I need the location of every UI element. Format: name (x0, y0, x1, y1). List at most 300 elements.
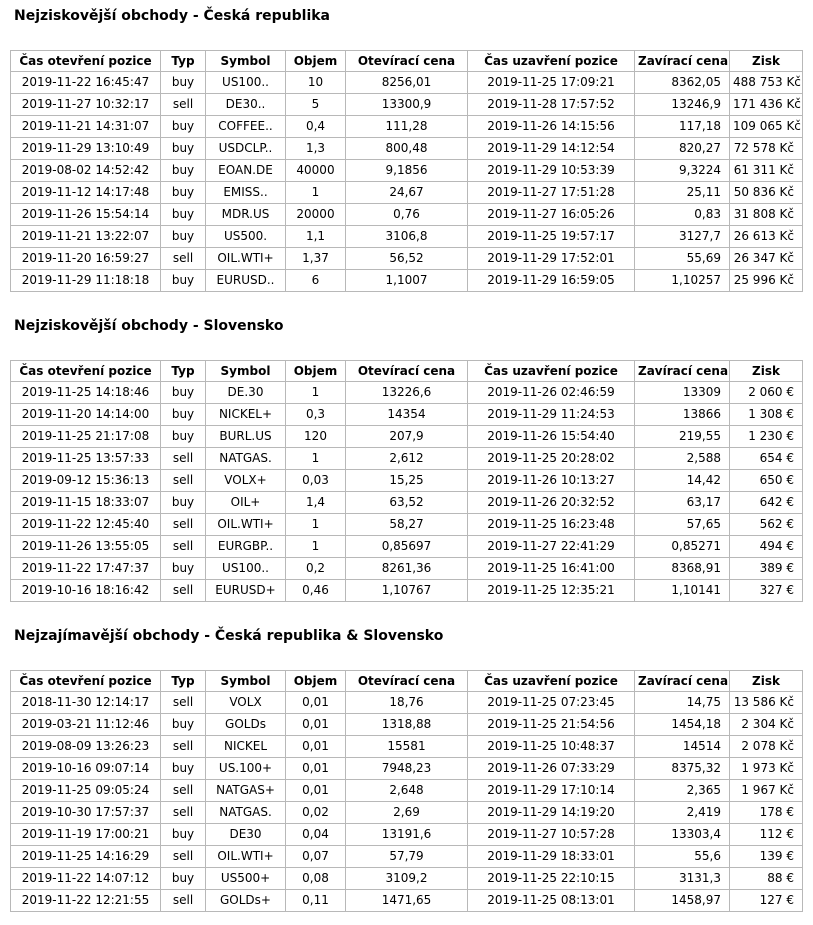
cell-symbol: NICKEL (206, 736, 286, 758)
cell-open-price: 8261,36 (346, 558, 468, 580)
cell-close-price: 13246,9 (635, 94, 730, 116)
cell-close-price: 2,588 (635, 448, 730, 470)
cell-volume: 6 (286, 270, 346, 292)
cell-close-price: 1454,18 (635, 714, 730, 736)
column-header-volume: Objem (286, 671, 346, 692)
table-header-row (11, 671, 803, 692)
column-header-close-price: Zavírací cena (635, 361, 730, 382)
cell-open-price: 2,612 (346, 448, 468, 470)
cell-open-time: 2019-08-09 13:26:23 (11, 736, 161, 758)
cell-close-time: 2019-11-29 14:12:54 (468, 138, 635, 160)
cell-close-time: 2019-11-25 12:35:21 (468, 580, 635, 602)
column-header-symbol: Symbol (206, 51, 286, 72)
cell-profit: 389 € (730, 558, 803, 580)
cell-symbol: DE30.. (206, 94, 286, 116)
cell-close-time: 2019-11-26 02:46:59 (468, 382, 635, 404)
cell-close-price: 57,65 (635, 514, 730, 536)
cell-symbol: EURUSD+ (206, 580, 286, 602)
column-header-open-time: Čas otevření pozice (11, 361, 161, 382)
column-header-open-price: Otevírací cena (346, 671, 468, 692)
cell-profit: 25 996 Kč (730, 270, 803, 292)
cell-open-time: 2019-11-19 17:00:21 (11, 824, 161, 846)
cell-profit: 2 060 € (730, 382, 803, 404)
table-row (11, 72, 803, 94)
cell-type: sell (161, 802, 206, 824)
table-row (11, 846, 803, 868)
table-row (11, 558, 803, 580)
cell-symbol: US100.. (206, 72, 286, 94)
cell-close-time: 2019-11-25 08:13:01 (468, 890, 635, 912)
cell-close-price: 3127,7 (635, 226, 730, 248)
cell-close-time: 2019-11-26 20:32:52 (468, 492, 635, 514)
cell-close-time: 2019-11-25 07:23:45 (468, 692, 635, 714)
cell-profit: 26 347 Kč (730, 248, 803, 270)
cell-close-price: 0,83 (635, 204, 730, 226)
cell-open-time: 2018-11-30 12:14:17 (11, 692, 161, 714)
cell-volume: 5 (286, 94, 346, 116)
table-row (11, 382, 803, 404)
cell-open-price: 15581 (346, 736, 468, 758)
cell-profit: 50 836 Kč (730, 182, 803, 204)
cell-open-time: 2019-03-21 11:12:46 (11, 714, 161, 736)
cell-close-time: 2019-11-29 14:19:20 (468, 802, 635, 824)
cell-type: buy (161, 226, 206, 248)
cell-volume: 1 (286, 448, 346, 470)
column-header-profit: Zisk (730, 51, 803, 72)
cell-open-time: 2019-11-22 17:47:37 (11, 558, 161, 580)
cell-symbol: NATGAS+ (206, 780, 286, 802)
cell-close-price: 2,365 (635, 780, 730, 802)
cell-profit: 26 613 Kč (730, 226, 803, 248)
cell-symbol: OIL+ (206, 492, 286, 514)
cell-symbol: US500+ (206, 868, 286, 890)
cell-profit: 61 311 Kč (730, 160, 803, 182)
table-row (11, 736, 803, 758)
column-header-symbol: Symbol (206, 361, 286, 382)
cell-open-price: 9,1856 (346, 160, 468, 182)
cell-open-price: 14354 (346, 404, 468, 426)
cell-profit: 1 973 Kč (730, 758, 803, 780)
cell-open-price: 13226,6 (346, 382, 468, 404)
cell-type: sell (161, 692, 206, 714)
cell-volume: 0,01 (286, 714, 346, 736)
cell-close-price: 14,75 (635, 692, 730, 714)
cell-open-price: 57,79 (346, 846, 468, 868)
cell-symbol: OIL.WTI+ (206, 248, 286, 270)
column-header-volume: Objem (286, 361, 346, 382)
cell-profit: 654 € (730, 448, 803, 470)
cell-close-price: 2,419 (635, 802, 730, 824)
cell-profit: 2 078 Kč (730, 736, 803, 758)
table-row (11, 160, 803, 182)
cell-close-price: 8375,32 (635, 758, 730, 780)
cell-profit: 562 € (730, 514, 803, 536)
cell-open-price: 111,28 (346, 116, 468, 138)
cell-volume: 1,37 (286, 248, 346, 270)
cell-symbol: EOAN.DE (206, 160, 286, 182)
cell-open-price: 24,67 (346, 182, 468, 204)
cell-close-time: 2019-11-25 19:57:17 (468, 226, 635, 248)
cell-symbol: EMISS.. (206, 182, 286, 204)
table-row (11, 138, 803, 160)
cell-volume: 0,03 (286, 470, 346, 492)
table-row (11, 270, 803, 292)
cell-symbol: US100.. (206, 558, 286, 580)
cell-close-time: 2019-11-26 10:13:27 (468, 470, 635, 492)
cell-open-time: 2019-11-21 13:22:07 (11, 226, 161, 248)
cell-open-time: 2019-11-25 14:16:29 (11, 846, 161, 868)
section-title-sk: Nejziskovější obchody - Slovensko (14, 318, 284, 334)
cell-profit: 650 € (730, 470, 803, 492)
cell-profit: 31 808 Kč (730, 204, 803, 226)
cell-type: sell (161, 514, 206, 536)
cell-symbol: BURL.US (206, 426, 286, 448)
column-header-close-time: Čas uzavření pozice (468, 671, 635, 692)
cell-type: buy (161, 138, 206, 160)
cell-close-time: 2019-11-29 10:53:39 (468, 160, 635, 182)
section-title-cz: Nejziskovější obchody - Česká republika (14, 8, 330, 24)
table-row (11, 204, 803, 226)
cell-open-time: 2019-11-29 13:10:49 (11, 138, 161, 160)
cell-volume: 0,02 (286, 802, 346, 824)
cell-open-time: 2019-11-15 18:33:07 (11, 492, 161, 514)
cell-close-price: 219,55 (635, 426, 730, 448)
column-header-type: Typ (161, 361, 206, 382)
cell-type: buy (161, 714, 206, 736)
cell-type: buy (161, 492, 206, 514)
cell-open-time: 2019-11-25 09:05:24 (11, 780, 161, 802)
table-row (11, 692, 803, 714)
cell-close-price: 55,6 (635, 846, 730, 868)
cell-volume: 0,01 (286, 758, 346, 780)
cell-profit: 494 € (730, 536, 803, 558)
cell-open-time: 2019-11-21 14:31:07 (11, 116, 161, 138)
cell-type: buy (161, 868, 206, 890)
cell-open-time: 2019-11-26 15:54:14 (11, 204, 161, 226)
cell-profit: 642 € (730, 492, 803, 514)
table-row (11, 448, 803, 470)
cell-profit: 1 967 Kč (730, 780, 803, 802)
cell-symbol: VOLX+ (206, 470, 286, 492)
cell-type: buy (161, 116, 206, 138)
cell-open-time: 2019-11-22 12:45:40 (11, 514, 161, 536)
cell-type: buy (161, 558, 206, 580)
cell-open-price: 800,48 (346, 138, 468, 160)
table-row (11, 580, 803, 602)
cell-close-price: 63,17 (635, 492, 730, 514)
cell-close-time: 2019-11-25 22:10:15 (468, 868, 635, 890)
cell-symbol: EURUSD.. (206, 270, 286, 292)
cell-close-time: 2019-11-29 17:10:14 (468, 780, 635, 802)
cell-type: sell (161, 890, 206, 912)
table-row (11, 758, 803, 780)
cell-profit: 127 € (730, 890, 803, 912)
cell-open-time: 2019-09-12 15:36:13 (11, 470, 161, 492)
cell-close-time: 2019-11-27 17:51:28 (468, 182, 635, 204)
cell-profit: 327 € (730, 580, 803, 602)
cell-open-price: 1318,88 (346, 714, 468, 736)
cell-volume: 0,01 (286, 736, 346, 758)
cell-open-price: 207,9 (346, 426, 468, 448)
cell-type: buy (161, 160, 206, 182)
column-header-profit: Zisk (730, 361, 803, 382)
cell-open-price: 63,52 (346, 492, 468, 514)
cell-open-time: 2019-11-20 14:14:00 (11, 404, 161, 426)
cell-close-price: 25,11 (635, 182, 730, 204)
cell-open-time: 2019-08-02 14:52:42 (11, 160, 161, 182)
cell-close-price: 55,69 (635, 248, 730, 270)
cell-profit: 488 753 Kč (730, 72, 803, 94)
cell-type: sell (161, 846, 206, 868)
cell-type: sell (161, 736, 206, 758)
column-header-symbol: Symbol (206, 671, 286, 692)
column-header-open-price: Otevírací cena (346, 361, 468, 382)
cell-symbol: NATGAS. (206, 448, 286, 470)
column-header-close-price: Zavírací cena (635, 51, 730, 72)
cell-profit: 2 304 Kč (730, 714, 803, 736)
cell-profit: 72 578 Kč (730, 138, 803, 160)
cell-open-price: 7948,23 (346, 758, 468, 780)
cell-open-time: 2019-11-20 16:59:27 (11, 248, 161, 270)
cell-volume: 120 (286, 426, 346, 448)
cell-volume: 1 (286, 514, 346, 536)
cell-profit: 178 € (730, 802, 803, 824)
cell-profit: 13 586 Kč (730, 692, 803, 714)
table-row (11, 714, 803, 736)
table-row (11, 802, 803, 824)
cell-close-price: 13303,4 (635, 824, 730, 846)
cell-type: sell (161, 580, 206, 602)
table-row (11, 116, 803, 138)
cell-volume: 0,07 (286, 846, 346, 868)
cell-open-time: 2019-11-26 13:55:05 (11, 536, 161, 558)
cell-close-time: 2019-11-29 11:24:53 (468, 404, 635, 426)
table-row (11, 890, 803, 912)
cell-symbol: GOLDs+ (206, 890, 286, 912)
table-row (11, 492, 803, 514)
cell-close-price: 820,27 (635, 138, 730, 160)
cell-close-time: 2019-11-29 18:33:01 (468, 846, 635, 868)
cell-volume: 0,2 (286, 558, 346, 580)
cell-open-price: 1,1007 (346, 270, 468, 292)
cell-close-time: 2019-11-27 16:05:26 (468, 204, 635, 226)
cell-type: sell (161, 248, 206, 270)
cell-profit: 109 065 Kč (730, 116, 803, 138)
cell-open-time: 2019-11-25 14:18:46 (11, 382, 161, 404)
table-row (11, 248, 803, 270)
cell-open-time: 2019-11-22 16:45:47 (11, 72, 161, 94)
cell-volume: 0,01 (286, 780, 346, 802)
cell-symbol: DE30 (206, 824, 286, 846)
cell-volume: 1 (286, 182, 346, 204)
table-row (11, 182, 803, 204)
cell-volume: 0,3 (286, 404, 346, 426)
cell-open-price: 0,85697 (346, 536, 468, 558)
cell-close-price: 9,3224 (635, 160, 730, 182)
cell-close-time: 2019-11-25 21:54:56 (468, 714, 635, 736)
cell-close-time: 2019-11-28 17:57:52 (468, 94, 635, 116)
cell-symbol: NATGAS. (206, 802, 286, 824)
cell-volume: 0,01 (286, 692, 346, 714)
section-title-cz-sk: Nejzajímavější obchody - Česká republika & Slovensko (14, 628, 444, 644)
cell-profit: 1 230 € (730, 426, 803, 448)
cell-type: sell (161, 448, 206, 470)
cell-close-price: 1458,97 (635, 890, 730, 912)
column-header-profit: Zisk (730, 671, 803, 692)
trades-table-cz-sk (10, 670, 803, 912)
cell-close-time: 2019-11-29 17:52:01 (468, 248, 635, 270)
trades-table-cz (10, 50, 803, 292)
cell-symbol: VOLX (206, 692, 286, 714)
trades-table-sk (10, 360, 803, 602)
cell-open-price: 8256,01 (346, 72, 468, 94)
cell-open-price: 2,69 (346, 802, 468, 824)
cell-volume: 1,1 (286, 226, 346, 248)
cell-open-time: 2019-10-16 18:16:42 (11, 580, 161, 602)
cell-close-price: 14,42 (635, 470, 730, 492)
cell-open-time: 2019-11-12 14:17:48 (11, 182, 161, 204)
table-row (11, 514, 803, 536)
cell-symbol: US.100+ (206, 758, 286, 780)
cell-volume: 1 (286, 536, 346, 558)
cell-open-price: 13191,6 (346, 824, 468, 846)
cell-volume: 40000 (286, 160, 346, 182)
cell-open-price: 3106,8 (346, 226, 468, 248)
cell-open-time: 2019-11-29 11:18:18 (11, 270, 161, 292)
cell-profit: 1 308 € (730, 404, 803, 426)
column-header-type: Typ (161, 51, 206, 72)
cell-type: sell (161, 470, 206, 492)
cell-close-price: 1,10257 (635, 270, 730, 292)
cell-open-price: 15,25 (346, 470, 468, 492)
cell-type: sell (161, 780, 206, 802)
cell-close-time: 2019-11-26 15:54:40 (468, 426, 635, 448)
cell-profit: 88 € (730, 868, 803, 890)
cell-symbol: DE.30 (206, 382, 286, 404)
cell-open-time: 2019-10-30 17:57:37 (11, 802, 161, 824)
column-header-close-time: Čas uzavření pozice (468, 361, 635, 382)
table-row (11, 226, 803, 248)
cell-profit: 171 436 Kč (730, 94, 803, 116)
cell-volume: 0,11 (286, 890, 346, 912)
table-row (11, 780, 803, 802)
cell-open-price: 13300,9 (346, 94, 468, 116)
cell-symbol: OIL.WTI+ (206, 514, 286, 536)
table-header-row (11, 361, 803, 382)
cell-symbol: USDCLP.. (206, 138, 286, 160)
cell-volume: 20000 (286, 204, 346, 226)
cell-close-time: 2019-11-25 20:28:02 (468, 448, 635, 470)
table-row (11, 470, 803, 492)
cell-close-price: 13309 (635, 382, 730, 404)
cell-close-time: 2019-11-25 17:09:21 (468, 72, 635, 94)
cell-type: buy (161, 72, 206, 94)
cell-close-time: 2019-11-25 10:48:37 (468, 736, 635, 758)
cell-volume: 0,4 (286, 116, 346, 138)
cell-volume: 10 (286, 72, 346, 94)
cell-close-price: 117,18 (635, 116, 730, 138)
cell-close-price: 1,10141 (635, 580, 730, 602)
cell-open-time: 2019-11-22 12:21:55 (11, 890, 161, 912)
cell-close-price: 13866 (635, 404, 730, 426)
cell-open-price: 1471,65 (346, 890, 468, 912)
cell-open-time: 2019-10-16 09:07:14 (11, 758, 161, 780)
cell-volume: 1,3 (286, 138, 346, 160)
cell-open-time: 2019-11-22 14:07:12 (11, 868, 161, 890)
column-header-type: Typ (161, 671, 206, 692)
cell-type: buy (161, 404, 206, 426)
cell-symbol: OIL.WTI+ (206, 846, 286, 868)
cell-symbol: EURGBP.. (206, 536, 286, 558)
cell-close-price: 8362,05 (635, 72, 730, 94)
table-row (11, 824, 803, 846)
cell-symbol: NICKEL+ (206, 404, 286, 426)
cell-type: buy (161, 758, 206, 780)
cell-volume: 1,4 (286, 492, 346, 514)
table-row (11, 426, 803, 448)
column-header-open-price: Otevírací cena (346, 51, 468, 72)
cell-close-price: 3131,3 (635, 868, 730, 890)
cell-open-price: 1,10767 (346, 580, 468, 602)
table-header-row (11, 51, 803, 72)
cell-volume: 0,08 (286, 868, 346, 890)
table-row (11, 94, 803, 116)
cell-open-time: 2019-11-27 10:32:17 (11, 94, 161, 116)
cell-volume: 0,04 (286, 824, 346, 846)
cell-open-price: 18,76 (346, 692, 468, 714)
cell-symbol: MDR.US (206, 204, 286, 226)
cell-symbol: US500. (206, 226, 286, 248)
cell-type: buy (161, 824, 206, 846)
cell-type: buy (161, 270, 206, 292)
column-header-open-time: Čas otevření pozice (11, 671, 161, 692)
cell-symbol: GOLDs (206, 714, 286, 736)
column-header-close-price: Zavírací cena (635, 671, 730, 692)
cell-close-price: 0,85271 (635, 536, 730, 558)
cell-type: buy (161, 426, 206, 448)
cell-type: buy (161, 382, 206, 404)
cell-profit: 139 € (730, 846, 803, 868)
table-row (11, 536, 803, 558)
cell-open-time: 2019-11-25 21:17:08 (11, 426, 161, 448)
cell-close-time: 2019-11-25 16:41:00 (468, 558, 635, 580)
cell-volume: 1 (286, 382, 346, 404)
cell-profit: 112 € (730, 824, 803, 846)
cell-type: sell (161, 536, 206, 558)
cell-open-price: 3109,2 (346, 868, 468, 890)
cell-close-time: 2019-11-27 10:57:28 (468, 824, 635, 846)
cell-open-price: 58,27 (346, 514, 468, 536)
column-header-close-time: Čas uzavření pozice (468, 51, 635, 72)
column-header-volume: Objem (286, 51, 346, 72)
cell-open-price: 0,76 (346, 204, 468, 226)
cell-open-price: 56,52 (346, 248, 468, 270)
cell-type: buy (161, 182, 206, 204)
cell-symbol: COFFEE.. (206, 116, 286, 138)
cell-close-time: 2019-11-29 16:59:05 (468, 270, 635, 292)
cell-type: buy (161, 204, 206, 226)
cell-close-time: 2019-11-27 22:41:29 (468, 536, 635, 558)
table-row (11, 868, 803, 890)
cell-open-price: 2,648 (346, 780, 468, 802)
cell-volume: 0,46 (286, 580, 346, 602)
cell-type: sell (161, 94, 206, 116)
cell-close-price: 14514 (635, 736, 730, 758)
table-row (11, 404, 803, 426)
cell-close-price: 8368,91 (635, 558, 730, 580)
cell-close-time: 2019-11-25 16:23:48 (468, 514, 635, 536)
column-header-open-time: Čas otevření pozice (11, 51, 161, 72)
